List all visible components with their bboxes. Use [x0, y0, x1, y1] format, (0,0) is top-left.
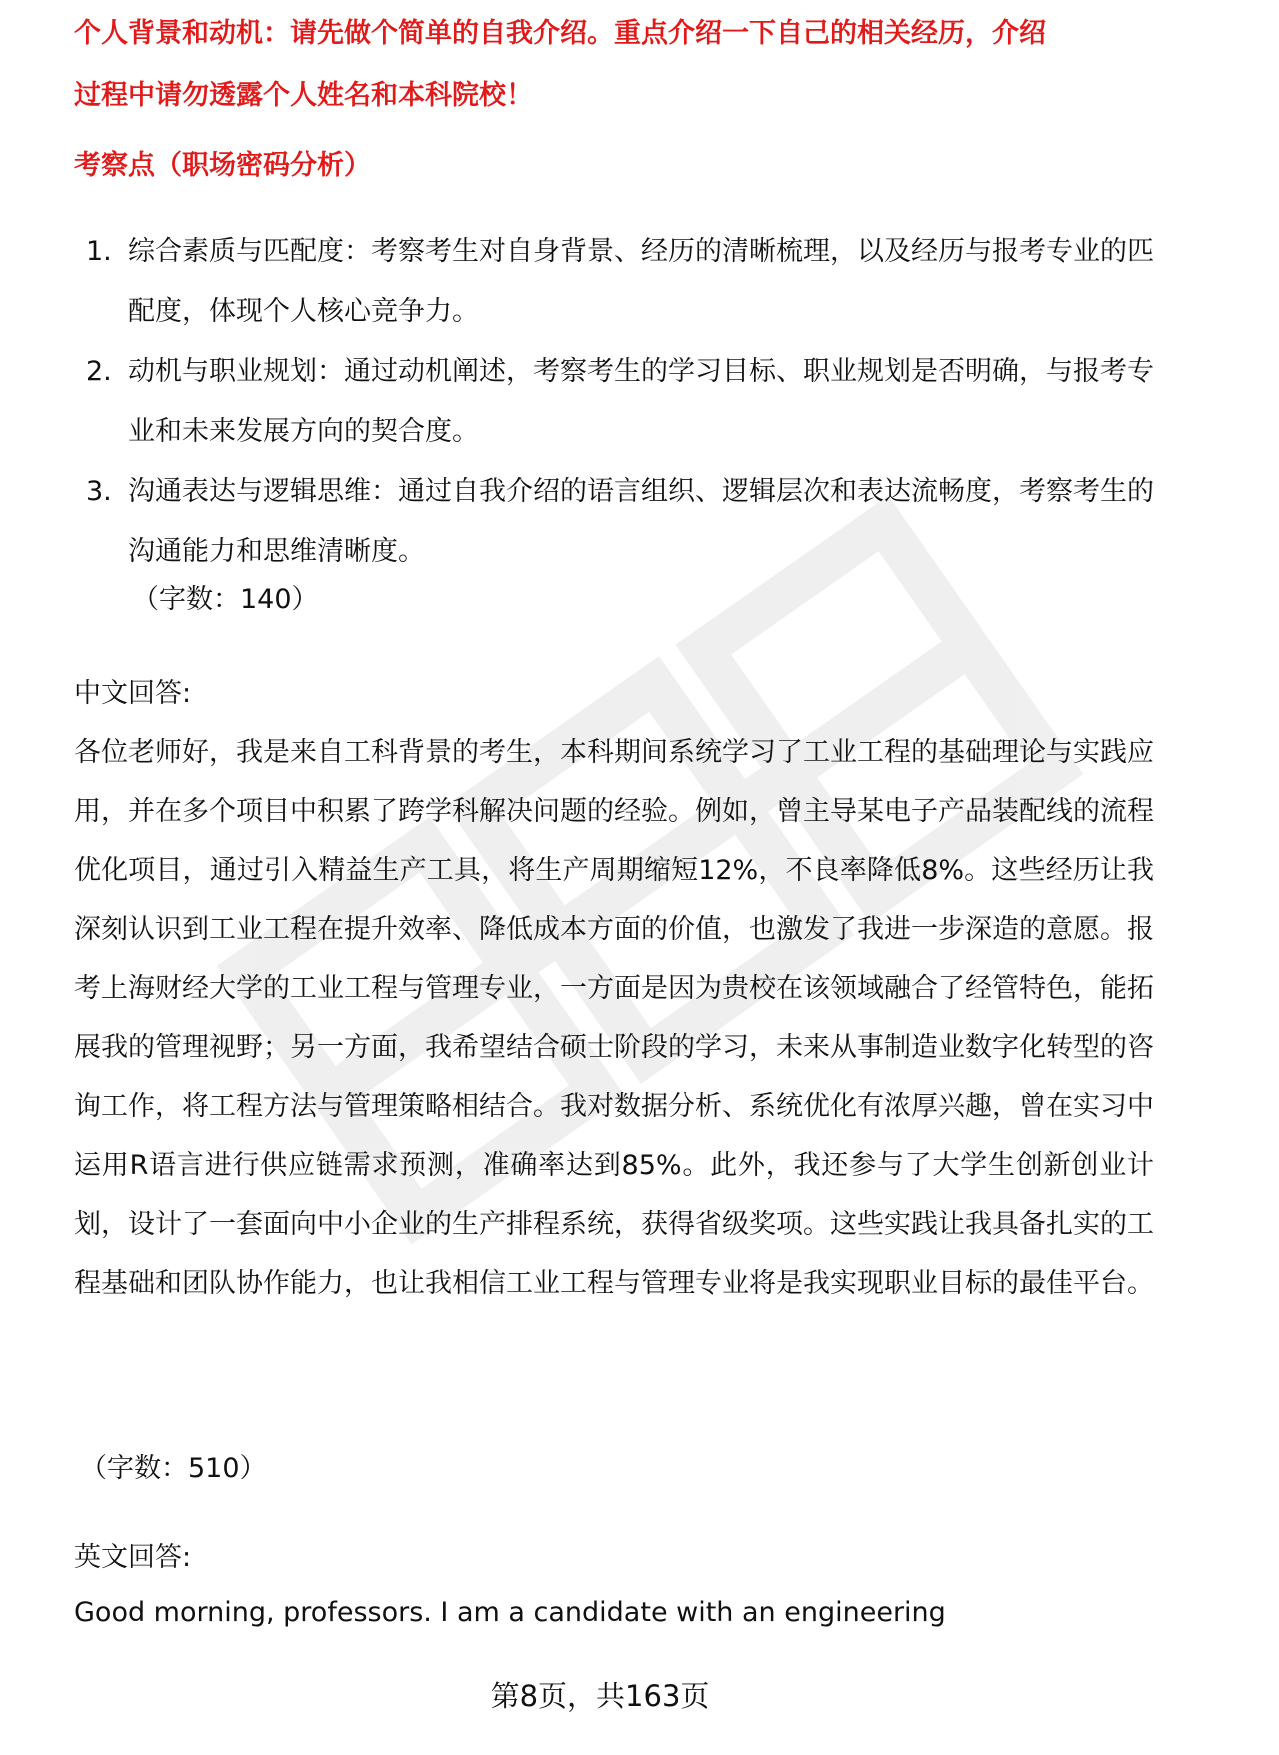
page-footer: 第8页，共163页 [490, 1679, 710, 1713]
chinese-answer-text: 各位老师好，我是来自工科背景的考生，本科期间系统学习了工业工程的基础理论与实践应用，并在多个项目中积累了跨学科解决问题的经验。例如，曾主导某电子产品装配线的流程优化项目，通过引入精益生产工具，将生产周期缩短12%，不良率降低8%。这些经历让我深刻认识到工业工程在提升效率、降低成本方面的价值，也激发了我进一步深造的意愿。报考上海财经大学的工业工程与管理专业，一方面是因为贵校在该领域融合了经管特色，能拓展我的管理视野；另一方面，我希望结合硕士阶段的学习，未来从事制造业数字化转型的咨询工作，将工程方法与管理策略相结合。我对数据分析、系统优化有浓厚兴趣，曾在实习中运用R语言进行供应链需求预测，准确率达到85%。此外，我还参与了大学生创新创业计划，设计了一套面向中小企业的生产排程系统，获得省级奖项。这些实践让我具备扎实的工程基础和团队协作能力，也让我相信工业工程与管理专业将是我实现职业目标的最佳平台。 [74, 737, 1154, 1299]
cut-off-question-text: 个人背景和动机：请先做个简单的自我介绍。重点介绍一下自己的相关经历，介绍 [74, 18, 1046, 49]
list-number: 3. [86, 476, 112, 507]
cut-off-question-line [74, 18, 1144, 64]
word-count-assessment: （字数：140） [132, 584, 319, 615]
assessment-list [74, 222, 1154, 582]
word-count-chinese: （字数：510） [80, 1453, 267, 1484]
list-text: 动机与职业规划：通过动机阐述，考察考生的学习目标、职业规划是否明确，与报考专业和未来发展方向的契合度。 [128, 356, 1154, 447]
section-title: 考察点（职场密码分析） [74, 150, 371, 181]
list-item [74, 222, 1154, 342]
question-instruction: 过程中请勿透露个人姓名和本科院校！ [74, 80, 533, 111]
chinese-answer-label: 中文回答: [74, 678, 192, 709]
english-answer-label: 英文回答: [74, 1542, 192, 1573]
english-answer-text: Good morning, professors. I am a candidate with an engineering [74, 1597, 946, 1628]
list-number: 2. [86, 356, 112, 387]
list-text: 综合素质与匹配度：考察考生对自身背景、经历的清晰梳理，以及经历与报考专业的匹配度，体现个人核心竞争力。 [128, 236, 1154, 327]
list-item [74, 462, 1154, 582]
list-number: 1. [86, 236, 112, 267]
list-text: 沟通表达与逻辑思维：通过自我介绍的语言组织、逻辑层次和表达流畅度，考察考生的沟通能力和思维清晰度。 [128, 476, 1154, 567]
list-item [74, 342, 1154, 462]
